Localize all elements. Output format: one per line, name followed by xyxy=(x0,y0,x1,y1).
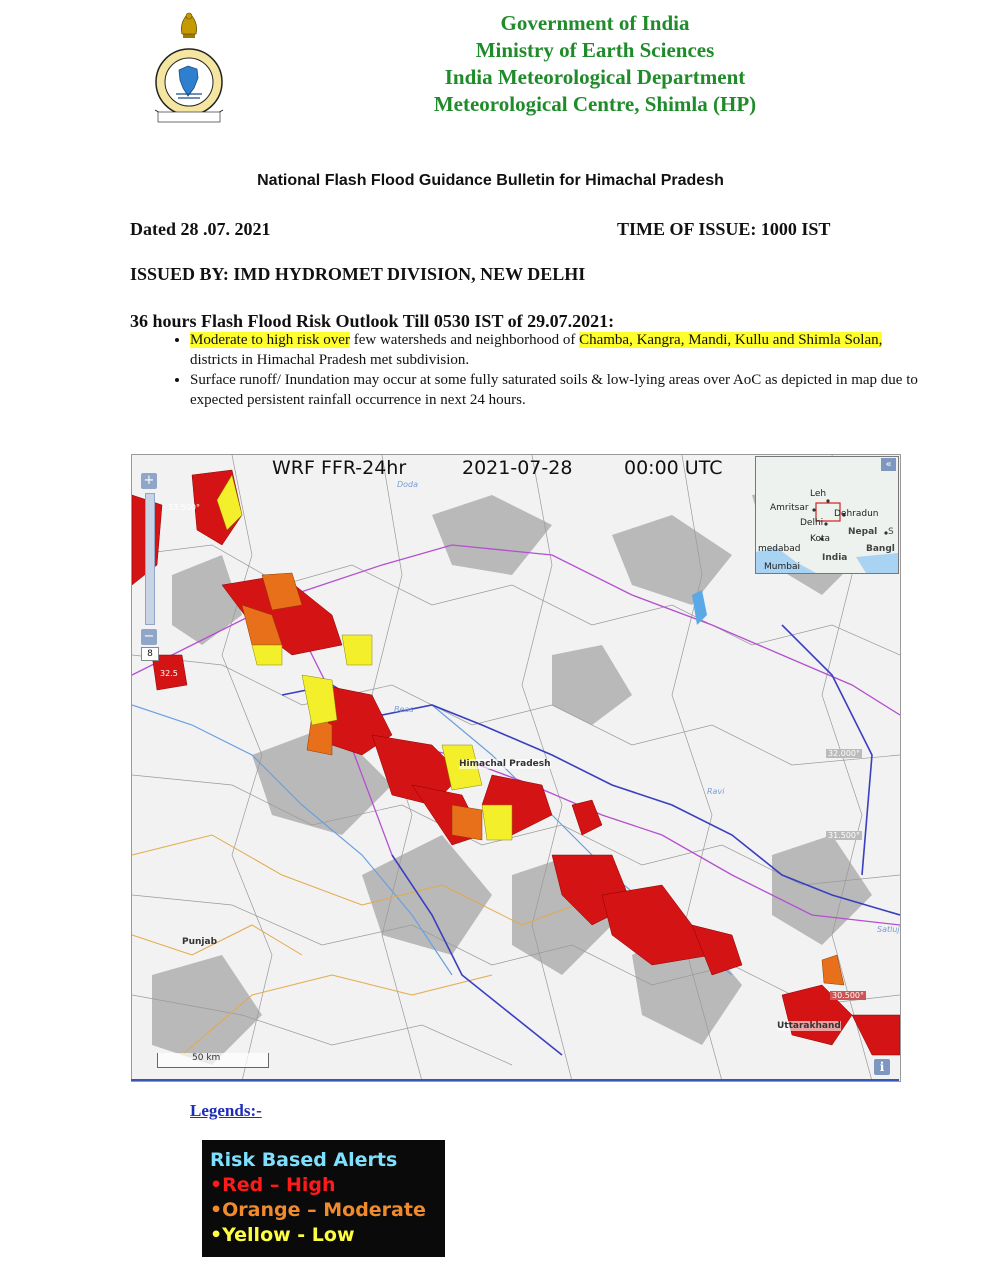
scale-label: 50 km xyxy=(192,1053,221,1063)
inset-label-leh: Leh xyxy=(810,489,827,499)
inset-label-dehradun: Dehradun xyxy=(834,509,879,519)
inset-label-s: S xyxy=(888,527,894,537)
zoom-level: 8 xyxy=(141,647,159,661)
time-of-issue: TIME OF ISSUE: 1000 IST xyxy=(617,219,831,239)
inset-label-mumbai: Mumbai xyxy=(764,562,800,572)
lat-label-33-5: 33.500° xyxy=(168,503,200,512)
risk-text-end: districts in Himachal Pradesh met subdivision. xyxy=(190,352,470,368)
legend-moderate: •Orange – Moderate xyxy=(210,1199,426,1221)
inset-label-india: India xyxy=(822,553,848,563)
issued-by: ISSUED BY: IMD HYDROMET DIVISION, NEW DELHI xyxy=(130,264,586,284)
info-icon[interactable]: i xyxy=(874,1059,890,1075)
district-highlight: Chamba, Kangra, Mandi, Kullu and Shimla Solan, xyxy=(579,332,883,348)
zoom-control xyxy=(141,473,159,659)
zoom-out-button[interactable]: − xyxy=(141,629,157,645)
risk-bullet xyxy=(190,330,930,370)
header-line-government: Government of India xyxy=(500,11,690,35)
map-underline xyxy=(131,1079,899,1081)
scale-bar xyxy=(157,1053,269,1068)
zoom-slider[interactable] xyxy=(145,493,155,625)
lat-label-32: 32.000° xyxy=(828,749,860,758)
legend-title: Risk Based Alerts xyxy=(210,1149,398,1171)
organization-header xyxy=(380,10,810,118)
map-model-label: WRF FFR-24hr xyxy=(272,457,407,479)
header-line-department: India Meteorological Department xyxy=(444,65,746,89)
risk-highlight: Moderate to high risk over xyxy=(190,332,350,348)
legend-high: •Red – High xyxy=(210,1174,336,1196)
map-date-label: 2021-07-28 xyxy=(462,457,573,479)
inset-label-ahmedabad: medabad xyxy=(758,544,801,554)
river-label-beas: Beas xyxy=(394,705,414,714)
river-label-ravi: Ravi xyxy=(707,787,725,796)
lat-label-32-5: 32.5 xyxy=(160,669,178,678)
inset-label-bangladesh: Bangl xyxy=(866,544,895,554)
inset-label-amritsar: Amritsar xyxy=(770,503,809,513)
header-line-centre: Meteorological Centre, Shimla (HP) xyxy=(433,92,757,116)
lat-label-31-5: 31.500° xyxy=(828,831,860,840)
collapse-inset-button[interactable]: « xyxy=(881,458,896,471)
inset-label-nepal: Nepal xyxy=(848,527,878,537)
imd-emblem-logo xyxy=(150,8,228,126)
map-time-label: 00:00 UTC xyxy=(624,457,723,479)
river-label-doda: Doda xyxy=(397,480,419,489)
legend-low: •Yellow - Low xyxy=(210,1224,355,1246)
issue-date: Dated 28 .07. 2021 xyxy=(130,219,271,239)
inset-label-kota: Kota xyxy=(810,534,831,544)
bulletin-title: National Flash Flood Guidance Bulletin for Himachal Pradesh xyxy=(257,172,724,189)
ashoka-lion-icon xyxy=(181,13,196,38)
outlook-heading: 36 hours Flash Flood Risk Outlook Till 0530 IST of 29.07.2021: xyxy=(130,311,615,331)
risk-legend xyxy=(202,1140,445,1257)
runoff-bullet: • Surface runoff/ Inundation may occur at some fully saturated soils & low-lying areas over AoC as depicted in map due to expected persistent rainfall occurrence in next 24 hours. xyxy=(190,370,930,410)
risk-text: few watersheds and neighborhood of xyxy=(349,332,580,348)
lat-label-30-5: 30.500° xyxy=(832,991,864,1000)
header-line-ministry: Ministry of Earth Sciences xyxy=(475,38,715,62)
inset-label-delhi: Delhi xyxy=(800,518,824,528)
label-himachal-pradesh: Himachal Pradesh xyxy=(459,759,551,769)
label-uttarakhand: Uttarakhand xyxy=(777,1021,841,1031)
zoom-in-button[interactable]: + xyxy=(141,473,157,489)
outlook-bullets xyxy=(130,330,930,410)
label-punjab: Punjab xyxy=(182,937,218,947)
legends-heading: Legends:- xyxy=(190,1101,262,1120)
river-label-satluj: Satluj xyxy=(877,925,900,934)
overview-inset-map[interactable] xyxy=(755,456,899,574)
